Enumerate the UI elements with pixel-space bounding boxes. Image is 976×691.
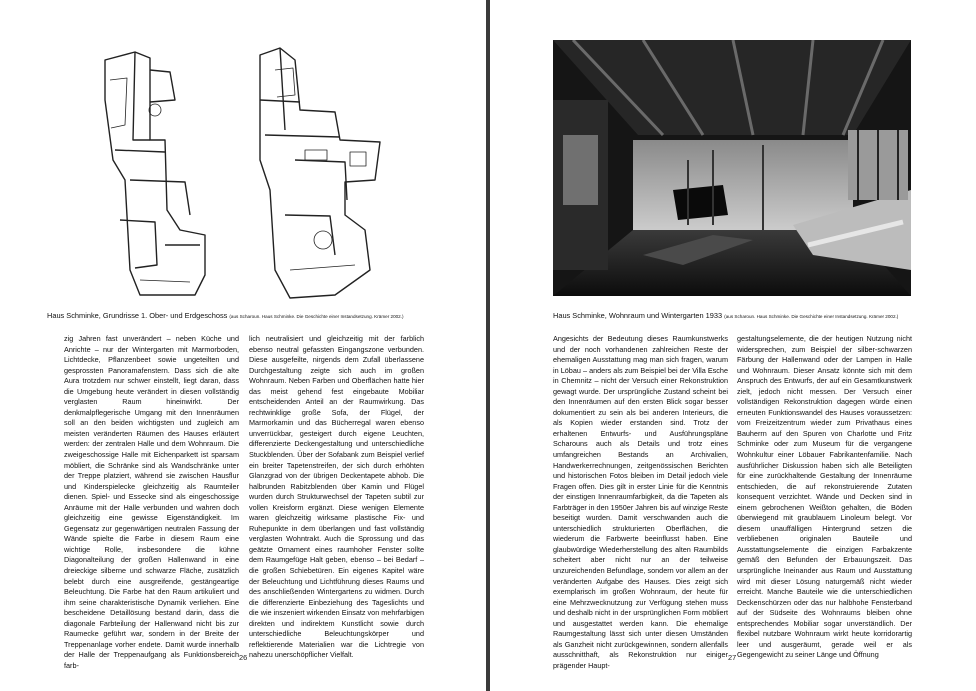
- text-column-2: lich neutralisiert und gleichzeitig mit der farblich ebenso neutral gefassten Eingangszone verbunden. Diese ausgefeilte, nirgends dem Zufall überlassene Durchgestaltung zeigte sich auch im großen Wohnraum. Neben Farben und Oberflächen hatte hier das meist gehend fest eingebaute Mobiliar entscheidenden Anteil an der Raumwirkung. Das rechtwinklige große Sofa, der Flügel, der Marmorkamin und das Bücherregal waren ebenso unverrückbar, gesteigert durch eigene Leuchten, differenzierte Deckengestaltung und unterschiedliche Stuckblenden. Über der Sofabank zum Beispiel verlief ein breiter Tapetenstreifen, der sich durch erhöhten Glanzgrad von der übrigen Deckentapete abhob. Die halbrunden Rabitzblenden über Kamin und Flügel wurden durch Strukturwechsel der Tapeten subtil zur vollen Kreisform ergänzt. Diese wenigen Elemente waren gleichzeitig wirksame plastische Fix- und Ruhepunkte in dem überlangen und fast vollständig verglasten Wohntrakt. Auch die Sprossung und das geätzte Ornament eines raumhoher Fenster sollte dem Raumgefüge Halt geben, ebenso – bei Bedarf – die großen Schiebetüren. Ein eigenes Kapitel wäre der Beleuchtung und Lichtführung dieses Raums und des anschließenden Wintergartens zu widmen. Durch die differenzierte Einbeziehung des Tageslichts und die wie inszeniert wirkenden Einsatz von mehrfarbigen direkten und indirektem Kunstlicht sowie durch unterschiedliche Beleuchtungskörper und reflektierende Materialien war die Lichtregie von nahezu unerschöpflicher Vielfalt.: [249, 334, 424, 660]
- figure-caption: [553, 311, 898, 320]
- page-number: 26: [239, 653, 248, 662]
- text-column-1: Angesichts der Bedeutung dieses Raumkunstwerks und der noch vorhandenen zahlreichen Reste der ehemaligen Ausstattung mag man sich fragen, warum in Löbau – anders als zum Beispiel bei der Villa Esche in Chemnitz – nicht der Versuch einer Rekonstruktion gewagt wurde. Der ursprüngliche Zustand scheint bei den Innenräumen auf den ersten Blick sogar besser dokumentiert zu sein als bei anderen Interieurs, die als Kopien wieder erstanden sind. Trotz der erhaltenen Entwurfs- und Ausführungspläne Scharouns auch als Details und trotz eines umfangreichen Bestands an Archivalien, Handwerkerrechnungen, zeitgenössischen Berichten und historischen Fotos bleiben im Detail jedoch viele Fragen offen. Dies gilt in erster Linie für die Kenntnis der einstigen Innenraumfarbigkeit, da die Tapeten als Farbträger in den 1950er Jahren bis auf winzige Reste beseitigt wurden. Damit verschwanden auch die unterschiedlich strukturierten Oberflächen, die wiederum die Farbwerte beeinflusst haben. Eine glaubwürdige Wiederherstellung des alten Raumbilds scheitert aber nicht nur an der teilweise unzureichenden Befundlage, sondern vor allem an der veränderten Aufgabe des Hauses. Dies zeigt sich exemplarisch im großen Wohnraum, der heute für eine Mehrzwecknutzung zur Verfügung stehen muss und deshalb nicht in der ursprünglichen Form möbliert und ausgestattet werden kann. Die ehemalige Raumgestaltung lässt sich unter diesen Umständen als Ganzheit nicht zurückgewinnen, sondern allenfalls ausschnitthaft, als Rekonstruktion nur einiger prägender Haupt-: [553, 334, 728, 670]
- left-page: [0, 0, 486, 691]
- caption-source: (aus Scharoun. Haus Schminke. Die Geschichte einer Instandsetzung. Krämer 2002.): [724, 314, 899, 319]
- page-number: 27: [728, 653, 737, 662]
- floor-plan-figure: [95, 40, 385, 310]
- interior-photo: [553, 40, 911, 296]
- caption-source: (aus Scharoun. Haus Schminke. Die Geschichte einer Instandsetzung. Krämer 2002.): [229, 314, 404, 319]
- figure-caption: [47, 311, 404, 320]
- text-column-1: zig Jahren fast unverändert – neben Küche und Anrichte – nur der Wintergarten mit Marmorboden, Lichtdecke, Pflanzenbeet sowie ungeteilten und gesprossten Panoramafenstern. Dass sich die alte Aura trotzdem nur schwer einstellt, liegt daran, dass die Umgebung heute verändert in diesen vollständig verglasten Raum hineinwirkt. Der denkmalpflegerische Umgang mit den Innenräumen soll an den beiden wichtigsten und zugleich am meisten veränderten Räumen des Hauses erläutert werden: der zentralen Halle und dem Wohnraum. Die zweigeschossige Halle mit Eichenparkett ist sparsam möbliert, die Schränke sind als Wandschränke unter der Treppe platziert, während sie zwischen Hausflur und Kinderspielecke gleichzeitig als Raumteiler dienen. Spiel- und Essecke sind als eingeschossige Anräume mit der Halle verbunden und wahren doch gleichzeitig eine gewisse Eigenständigkeit. Im Gegensatz zur gegenwärtigen neutralen Fassung der Wände spielte die Farbe in diesem Raum eine wichtige Rolle, insbesondere die kühne Diagonalteilung der großen Hallenwand in eine dreieckige silberne und schwarze Fläche, zusätzlich belebt durch eine ausgreifende, gestängeartige Beleuchtung. Die Farbe hat den Raum artikuliert und ihm seine charakteristische Dynamik verliehen. Eine bescheidene Detaillösung bestand darin, dass die diagonale Farbteilung der Hallenwand nicht bis zur Raumecke geführt war, sondern in der Breite der Treppenanlage vorher endete. Damit wurde innerhalb der Halle der Treppenaufgang als Funktionsbereich farb-: [64, 334, 239, 670]
- caption-main: Haus Schminke, Wohnraum und Wintergarten 1933: [553, 311, 723, 320]
- text-column-2: gestaltungselemente, die der heutigen Nutzung nicht widersprechen, zum Beispiel der silber-schwarzen Färbung der Hallenwand oder der Lampen in Halle und Wohnraum. Dieser Ansatz könnte sich mit dem Anspruch des Entwurfs, der auf ein Gesamtkunstwerk zielt, jedoch nicht messen. Der Versuch einer vollständigen Rekonstruktion dagegen würde einen erneuten Funktionswandel des Hauses voraussetzen: vom Freizeitzentrum wieder zum Privathaus eines Bauherrn auf den Spuren von Charlotte und Fritz Schminke oder zum Museum für die vergangene Wohnkultur einer Löbauer Fabrikantenfamilie. Nach ausführlicher Diskussion haben sich alle Beteiligten für eine zurückhaltende Gestaltung der Innenräume entschieden, die auf rekonstruierende Zutaten konsequent verzichtet. Wände und Decken sind in einem gebrochenen Weißton gehalten, die Böden überwiegend mit graublauem Linoleum belegt. Vor diesem unauffälligen Hintergrund setzen die verbliebenen originalen Bauteile und Ausstattungselemente die einzigen Farbakzente gemäß den Befunden der Erbauungszeit. Das ursprüngliche Ineinander aus Raum und Ausstattung wird mit dieser Lösung naturgemäß nicht wieder erreicht. Manche Bauteile wie die unterschiedlichen Deckenschürzen oder das nur halbhohe Fensterband auf der Südseite des Wohnraums bleiben ohne entsprechendes Mobiliar sogar unverständlich. Der flexibel nutzbare Wohnraum wirkt heute korridorartig leer und ausgeräumt, gerade weil er als Gegengewicht zu seiner Länge und Öffnung: [737, 334, 912, 660]
- caption-main: Haus Schminke, Grundrisse 1. Ober- und Erdgeschoss: [47, 311, 228, 320]
- right-page: [490, 0, 976, 691]
